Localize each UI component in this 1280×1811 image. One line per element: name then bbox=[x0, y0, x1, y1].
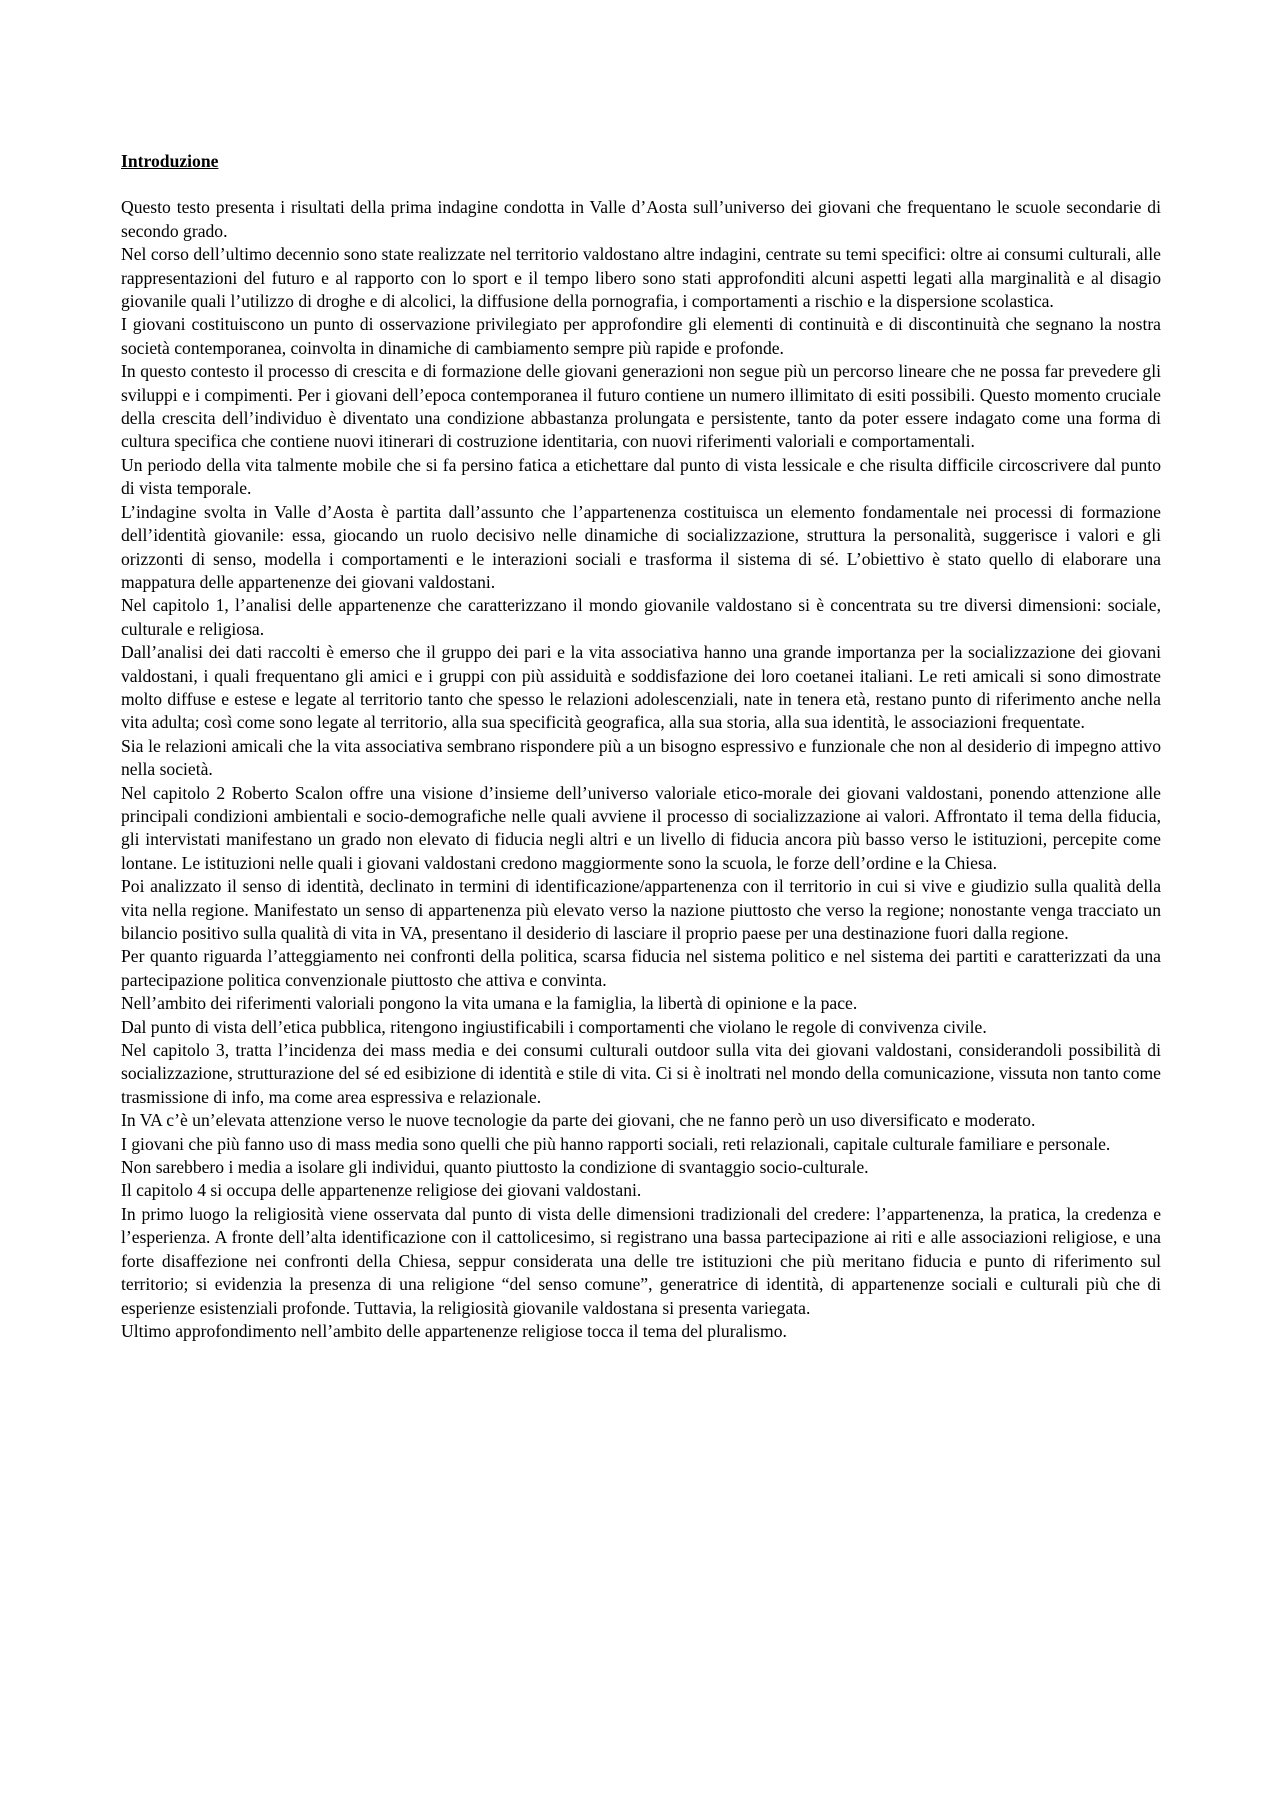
paragraph: Nel capitolo 1, l’analisi delle appartenenze che caratterizzano il mondo giovanile valdostano si è concentrata su tre diversi dimensioni: sociale, culturale e religiosa. bbox=[121, 595, 1161, 639]
paragraph: Nell’ambito dei riferimenti valoriali pongono la vita umana e la famiglia, la libertà di opinione e la pace. bbox=[121, 993, 858, 1014]
paragraph: In VA c’è un’elevata attenzione verso le nuove tecnologie da parte dei giovani, che ne fanno però un uso diversificato e moderato. bbox=[121, 1110, 1036, 1131]
paragraph: Questo testo presenta i risultati della prima indagine condotta in Valle d’Aosta sull’universo dei giovani che frequentano le scuole secondarie di secondo grado. bbox=[121, 197, 1161, 241]
paragraph: Sia le relazioni amicali che la vita associativa sembrano rispondere più a un bisogno espressivo e funzionale che non al desiderio di impegno attivo nella società. bbox=[121, 735, 1161, 780]
paragraph: Nel capitolo 2 Roberto Scalon offre una visione d’insieme dell’universo valoriale etico-morale dei giovani valdostani, ponendo attenzione alle principali condizioni ambientali e socio-demografiche nelle quali avviene il processo di socializzazione ai valori. Affrontato il tema della fiducia, gli intervistati manifestano un grado non elevato di fiducia negli altri e un livello di fiducia ancora più basso verso le istituzioni, percepite come lontane. Le istituzioni nelle quali i giovani valdostani credono maggiormente sono la scuola, le forze dell’ordine e la Chiesa. bbox=[121, 782, 1161, 873]
paragraph: I giovani che più fanno uso di mass media sono quelli che più hanno rapporti sociali, reti relazionali, capitale culturale familiare e personale. bbox=[121, 1133, 1111, 1154]
document-title: Introduzione bbox=[121, 151, 219, 171]
paragraph: Nel corso dell’ultimo decennio sono state realizzate nel territorio valdostano altre indagini, centrate su temi specifici: oltre ai consumi culturali, alle rappresentazioni del futuro e al rapporto con lo sport e il tempo libero sono stati approfonditi alcuni aspetti legati alla marginalità e al disagio giovanile quali l’utilizzo di droghe e di alcolici, la diffusione della pornografia, i comportamenti a rischio e la dispersione scolastica. bbox=[121, 244, 1161, 312]
paragraph: Dal punto di vista dell’etica pubblica, ritengono ingiustificabili i comportamenti che violano le regole di convivenza civile. bbox=[121, 1016, 987, 1037]
document-body bbox=[121, 196, 1161, 1343]
paragraph: Per quanto riguarda l’atteggiamento nei confronti della politica, scarsa fiducia nel sistema politico e nel sistema dei partiti e caratterizzati da una partecipazione politica convenzionale piuttosto che attiva e convinta. bbox=[121, 946, 1161, 990]
paragraph: Ultimo approfondimento nell’ambito delle appartenenze religiose tocca il tema del pluralismo. bbox=[121, 1320, 787, 1341]
paragraph: In questo contesto il processo di crescita e di formazione delle giovani generazioni non segue più un percorso lineare che ne possa far prevedere gli sviluppi e i compimenti. Per i giovani dell’epoca contemporanea il futuro contiene un numero illimitato di esiti possibili. Questo momento cruciale della crescita dell’individuo è diventato una condizione abbastanza prolungata e persistente, tanto da poter essere indagato come una forma di cultura specifica che contiene nuovi itinerari di costruzione identitaria, con nuovi riferimenti valoriali e comportamentali. bbox=[121, 361, 1161, 452]
paragraph: Un periodo della vita talmente mobile che si fa persino fatica a etichettare dal punto di vista lessicale e che risulta difficile circoscrivere dal punto di vista temporale. bbox=[121, 454, 1161, 499]
paragraph: Dall’analisi dei dati raccolti è emerso che il gruppo dei pari e la vita associativa hanno una grande importanza per la socializzazione dei giovani valdostani, i quali frequentano gli amici e i gruppi con più assiduità e soddisfazione dei loro coetanei italiani. Le reti amicali si sono dimostrate molto diffuse e estese e legate al territorio tanto che spesso le relazioni adolescenziali, nate in tenera età, restano punto di riferimento anche nella vita adulta; così come sono legate al territorio, alla sua specificità geografica, alla sua storia, alla sua identità, le associazioni frequentate. bbox=[121, 642, 1161, 733]
document-page bbox=[121, 150, 1161, 1343]
paragraph: Il capitolo 4 si occupa delle appartenenze religiose dei giovani valdostani. bbox=[121, 1180, 642, 1201]
paragraph: Nel capitolo 3, tratta l’incidenza dei mass media e dei consumi culturali outdoor sulla vita dei giovani valdostani, considerandoli possibilità di socializzazione, strutturazione del sé ed esibizione di identità e stile di vita. Ci si è inoltrati nel mondo della comunicazione, vissuta non tanto come trasmissione di info, ma come area espressiva e relazionale. bbox=[121, 1040, 1161, 1107]
paragraph: L’indagine svolta in Valle d’Aosta è partita dall’assunto che l’appartenenza costituisca un elemento fondamentale nei processi di formazione dell’identità giovanile: essa, giocando un ruolo decisivo nelle dinamiche di socializzazione, struttura la personalità, suggerisce i valori e gli orizzonti di senso, modella i comportamenti e le interazioni sociali e trasforma il sistema di sé. L’obiettivo è stato quello di elaborare una mappatura delle appartenenze dei giovani valdostani. bbox=[121, 501, 1161, 592]
paragraph: I giovani costituiscono un punto di osservazione privilegiato per approfondire gli elementi di continuità e di discontinuità che segnano la nostra società contemporanea, coinvolta in dinamiche di cambiamento sempre più rapide e profonde. bbox=[121, 314, 1161, 358]
paragraph: Poi analizzato il senso di identità, declinato in termini di identificazione/appartenenza con il territorio in cui si vive e giudizio sulla qualità della vita nella regione. Manifestato un senso di appartenenza più elevato verso la nazione piuttosto che verso la regione; nonostante venga tracciato un bilancio positivo sulla qualità di vita in VA, presentano il desiderio di lasciare il proprio paese per una destinazione fuori dalla regione. bbox=[121, 876, 1161, 943]
paragraph: Non sarebbero i media a isolare gli individui, quanto piuttosto la condizione di svantaggio socio-culturale. bbox=[121, 1157, 869, 1178]
paragraph: In primo luogo la religiosità viene osservata dal punto di vista delle dimensioni tradizionali del credere: l’appartenenza, la pratica, la credenza e l’esperienza. A fronte dell’alta identificazione con il cattolicesimo, si registrano una bassa partecipazione ai riti e alle associazioni religiose, e una forte disaffezione nei confronti della Chiesa, seppur considerata una delle tre istituzioni che più meritano fiducia e punto di riferimento sul territorio; si evidenzia la presenza di una religione “del senso comune”, generatrice di identità, di appartenenze sociali e culturali più che di esperienze esistenziali profonde. Tuttavia, la religiosità giovanile valdostana si presenta variegata. bbox=[121, 1203, 1161, 1318]
